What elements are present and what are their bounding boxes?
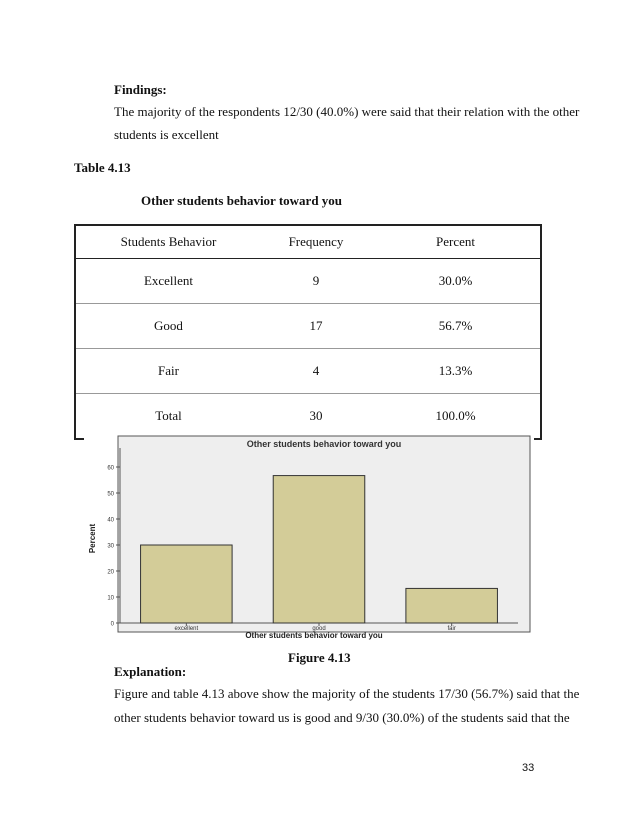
table-row [75,349,541,394]
bar-excellent [141,545,233,623]
table-cell: 30 [261,394,371,440]
y-tick-label: 20 [107,569,114,576]
table-cell: 100.0% [371,394,541,440]
y-tick-label: 10 [107,595,114,602]
frequency-table [74,224,542,440]
table-label: Table 4.13 [74,160,131,175]
table-cell: Total [75,394,261,440]
x-tick-label: good [312,626,326,632]
table-cell: Fair [75,349,261,394]
bar-chart [84,432,534,644]
table-caption: Other students behavior toward you [141,193,343,208]
findings-heading: Findings: [114,82,167,97]
table-header-cell: Percent [371,225,541,259]
table-cell: Excellent [75,259,261,304]
y-tick-label: 0 [110,621,114,628]
table-row [75,259,541,304]
figure-caption: Figure 4.13 [288,650,351,665]
table-cell: 17 [261,304,371,349]
table-cell: 56.7% [371,304,541,349]
table-cell: 13.3% [371,349,541,394]
y-axis-label: Percent [88,523,97,554]
x-tick-label: fair [447,626,456,632]
y-tick-label: 60 [107,465,114,472]
table-header-row [75,225,541,259]
table-cell: 4 [261,349,371,394]
bar-good [273,476,365,623]
explanation-heading: Explanation: [114,664,187,679]
findings-text-line2: students is excellent [114,127,219,142]
explanation-text-line1: Figure and table 4.13 above show the majority of the students 17/30 (56.7%) said that the [114,686,580,701]
x-axis-label: Other students behavior toward you [245,631,383,640]
chart-title: Other students behavior toward you [246,439,402,449]
y-tick-label: 30 [107,543,114,550]
bar-chart-svg [84,432,534,644]
table-cell: 9 [261,259,371,304]
bar-fair [406,588,498,623]
table-cell: Good [75,304,261,349]
table-cell: 30.0% [371,259,541,304]
findings-text-line1: The majority of the respondents 12/30 (40.0%) were said that their relation with the other [114,104,580,119]
table-row [75,304,541,349]
explanation-text-line2: other students behavior toward us is good and 9/30 (30.0%) of the students said that the [114,710,570,725]
page-number: 33 [522,762,535,774]
table-header-cell: Frequency [261,225,371,259]
y-tick-label: 40 [107,517,114,524]
x-tick-label: excellent [174,626,199,632]
y-tick-label: 50 [107,491,114,498]
table-header-cell: Students Behavior [75,225,261,259]
